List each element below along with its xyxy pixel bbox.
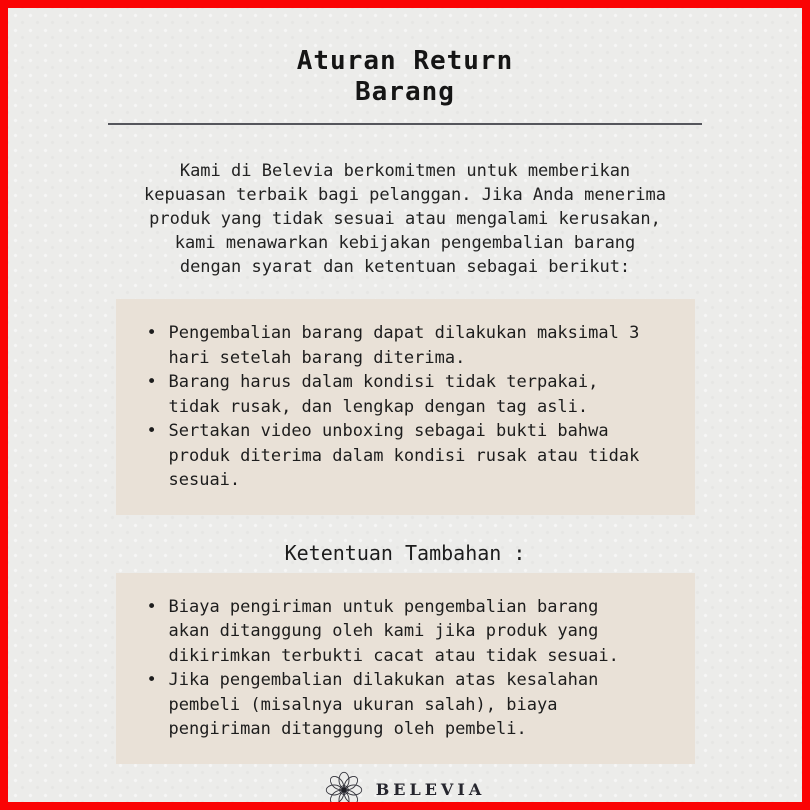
additional-terms-box [116,573,695,764]
list-item-text: Sertakan video unboxing sebagai bukti bahwa produk diterima dalam kondisi rusak atau tidak sesuai. [168,421,640,490]
flower-rosette-icon [325,771,363,809]
rules-box [116,299,695,515]
title-divider [108,123,702,125]
title-line-2: Barang [355,77,455,107]
list-item-text: Jika pengembalian dilakukan atas kesalahan pembeli (misalnya ukuran salah), biaya pengiriman ditanggung oleh pembeli. [168,670,599,739]
list-item [147,668,675,742]
list-item [147,370,675,419]
bullet-icon: • [146,670,157,690]
list-item-text: Barang harus dalam kondisi tidak terpakai, tidak rusak, dan lengkap dengan tag asli. [168,372,599,417]
list-item-text: Biaya pengiriman untuk pengembalian barang akan ditanggung oleh kami jika produk yang dikirimkan terbukti cacat atau tidak sesuai. [168,596,619,666]
list-item [147,595,675,669]
rules-list [147,321,675,493]
title-line-1: Aturan Return [296,46,514,76]
bullet-icon: • [146,421,157,441]
brand-logo [8,771,802,809]
list-item [147,419,675,493]
page-title [8,46,802,108]
list-item [147,321,675,370]
brand-name: BELEVIA [375,780,486,799]
additional-terms-list [147,595,675,742]
bullet-icon: • [146,323,157,343]
intro-paragraph: Kami di Belevia berkomitmen untuk memberikan kepuasan terbaik bagi pelanggan. Jika Anda menerima produk yang tidak sesuai atau mengalami kerusakan, kami menawarkan kebijakan pengembalian barang dengan syarat dan ketentuan sebagai berikut: [144,161,666,277]
bullet-icon: • [146,596,157,617]
list-item-text: Pengembalian barang dapat dilakukan maksimal 3 hari setelah barang diterima. [168,323,640,368]
bullet-icon: • [146,372,157,392]
additional-terms-heading: Ketentuan Tambahan : [284,540,526,565]
